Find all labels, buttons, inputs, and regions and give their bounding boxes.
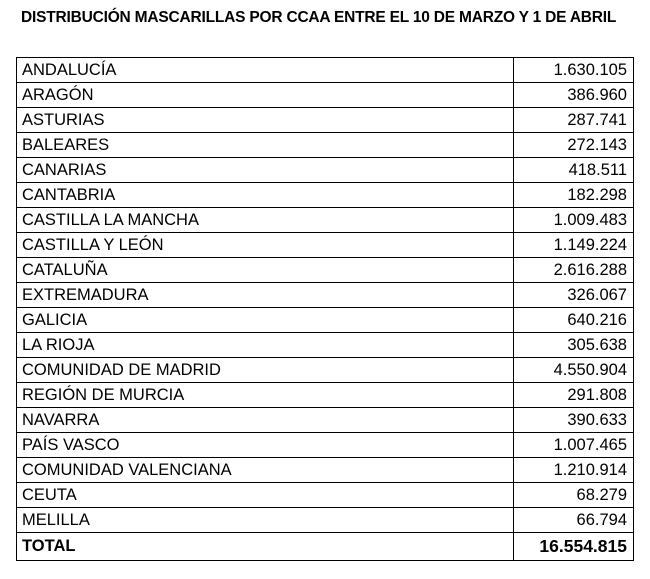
region-name: MELILLA [17,508,514,533]
region-name: GALICIA [17,308,514,333]
mask-count: 1.630.105 [514,58,634,83]
table-row [17,433,634,458]
region-name: LA RIOJA [17,333,514,358]
table-row [17,58,634,83]
region-name: CANTABRIA [17,183,514,208]
total-value: 16.554.815 [514,533,634,561]
table-row [17,458,634,483]
region-name: ARAGÓN [17,83,514,108]
table-row [17,108,634,133]
region-name: BALEARES [17,133,514,158]
mask-count: 1.007.465 [514,433,634,458]
mask-count: 182.298 [514,183,634,208]
region-name: COMUNIDAD VALENCIANA [17,458,514,483]
table-row [17,158,634,183]
mask-count: 386.960 [514,83,634,108]
region-name: ASTURIAS [17,108,514,133]
table-row [17,233,634,258]
table-row [17,283,634,308]
table-row [17,83,634,108]
mask-count: 287.741 [514,108,634,133]
mask-count: 1.210.914 [514,458,634,483]
mask-count: 305.638 [514,333,634,358]
distribution-table [16,57,634,561]
region-name: CEUTA [17,483,514,508]
table-row [17,208,634,233]
table-row [17,333,634,358]
table-row [17,408,634,433]
region-name: CASTILLA LA MANCHA [17,208,514,233]
region-name: EXTREMADURA [17,283,514,308]
table-row [17,358,634,383]
mask-count: 326.067 [514,283,634,308]
region-name: ANDALUCÍA [17,58,514,83]
region-name: NAVARRA [17,408,514,433]
table-row [17,483,634,508]
document-title: DISTRIBUCIÓN MASCARILLAS POR CCAA ENTRE EL 10 DE MARZO Y 1 DE ABRIL [21,9,617,26]
table-row [17,508,634,533]
region-name: CASTILLA Y LEÓN [17,233,514,258]
mask-count: 418.511 [514,158,634,183]
table-body [17,58,634,561]
table-row [17,258,634,283]
region-name: PAÍS VASCO [17,433,514,458]
mask-count: 1.149.224 [514,233,634,258]
table-row [17,308,634,333]
mask-count: 272.143 [514,133,634,158]
mask-count: 291.808 [514,383,634,408]
mask-count: 68.279 [514,483,634,508]
region-name: CANARIAS [17,158,514,183]
mask-count: 2.616.288 [514,258,634,283]
total-row [17,533,634,561]
table-row [17,383,634,408]
region-name: COMUNIDAD DE MADRID [17,358,514,383]
mask-count: 1.009.483 [514,208,634,233]
region-name: REGIÓN DE MURCIA [17,383,514,408]
table-row [17,183,634,208]
mask-count: 640.216 [514,308,634,333]
mask-count: 390.633 [514,408,634,433]
mask-count: 66.794 [514,508,634,533]
mask-count: 4.550.904 [514,358,634,383]
table-row [17,133,634,158]
region-name: CATALUÑA [17,258,514,283]
total-label: TOTAL [17,533,514,561]
